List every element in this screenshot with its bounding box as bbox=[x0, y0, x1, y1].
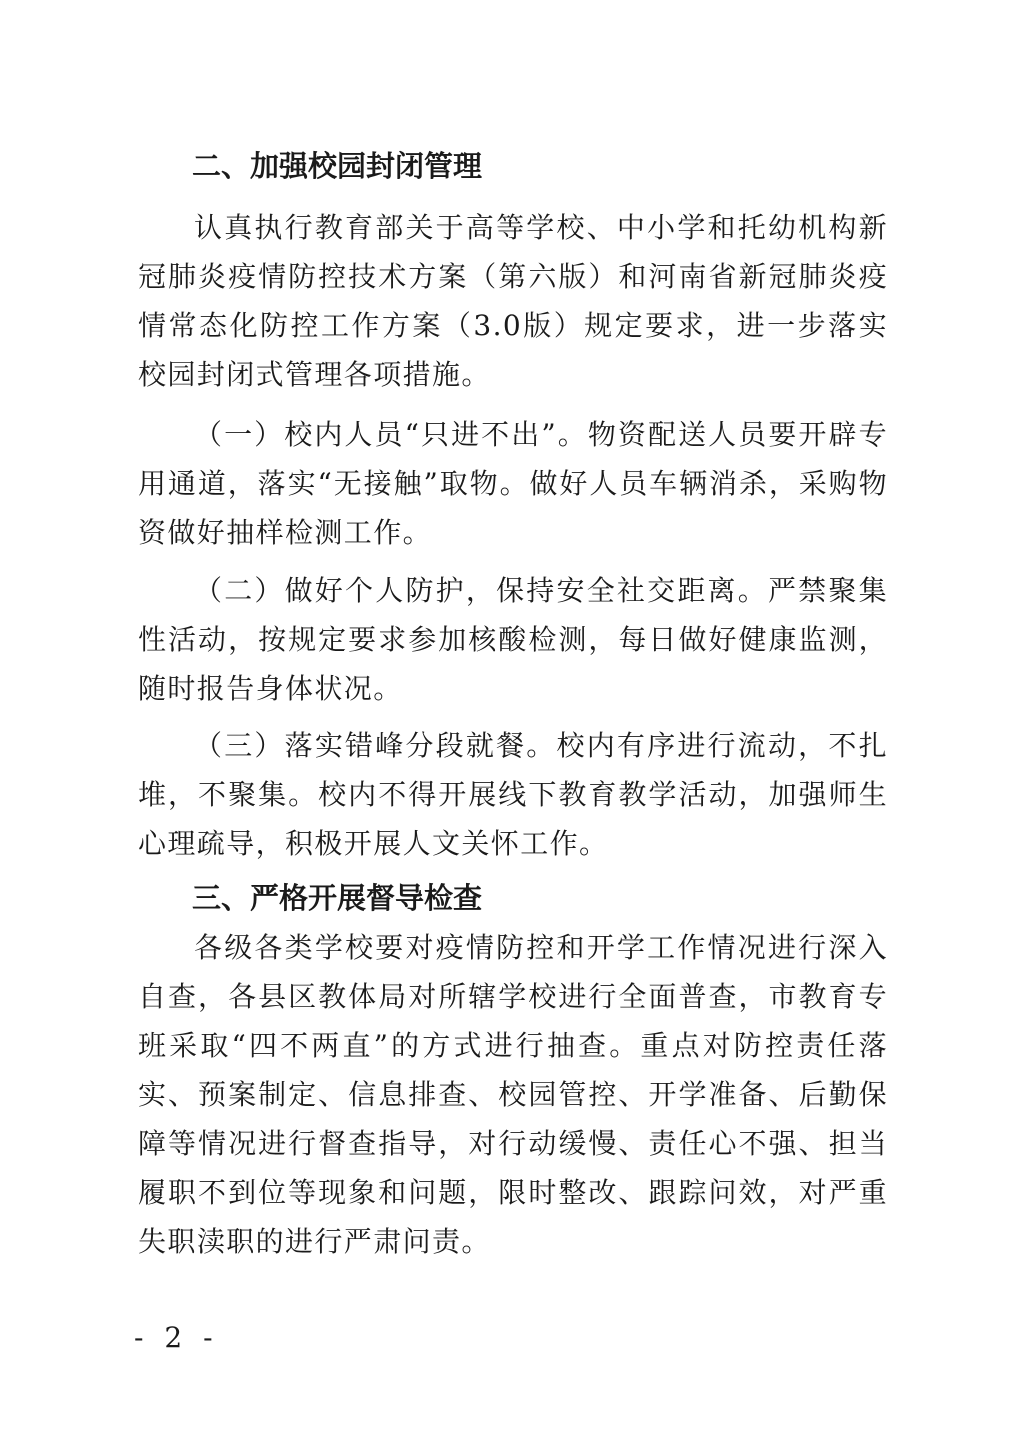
paragraph-inspection: 各级各类学校要对疫情防控和开学工作情况进行深入自查，各县区教体局对所辖学校进行全面普查，市教育专班采取“四不两直”的方式进行抽查。重点对防控责任落实、预案制定、信息排查、校园管控、开学准备、后勤保障等情况进行督查指导，对行动缓慢、责任心不强、担当履职不到位等现象和问题，限时整改、跟踪问效，对严重失职渎职的进行严肃问责。 bbox=[138, 931, 888, 1258]
section-heading-campus-closure: 二、加强校园封闭管理 bbox=[192, 149, 483, 183]
paragraph-item-1: （一）校内人员“只进不出”。物资配送人员要开辟专用通道，落实“无接触”取物。做好人员车辆消杀，采购物资做好抽样检测工作。 bbox=[138, 418, 888, 549]
page-number: - 2 - bbox=[134, 1321, 219, 1354]
section-heading-inspection: 三、严格开展督导检查 bbox=[192, 881, 483, 915]
paragraph-intro: 认真执行教育部关于高等学校、中小学和托幼机构新冠肺炎疫情防控技术方案（第六版）和河南省新冠肺炎疫情常态化防控工作方案（3.0版）规定要求，进一步落实校园封闭式管理各项措施。 bbox=[138, 211, 888, 391]
paragraph-item-3: （三）落实错峰分段就餐。校内有序进行流动，不扎堆，不聚集。校内不得开展线下教育教学活动，加强师生心理疏导，积极开展人文关怀工作。 bbox=[138, 729, 888, 860]
paragraph-item-2: （二）做好个人防护，保持安全社交距离。严禁聚集性活动，按规定要求参加核酸检测，每日做好健康监测，随时报告身体状况。 bbox=[138, 574, 888, 705]
